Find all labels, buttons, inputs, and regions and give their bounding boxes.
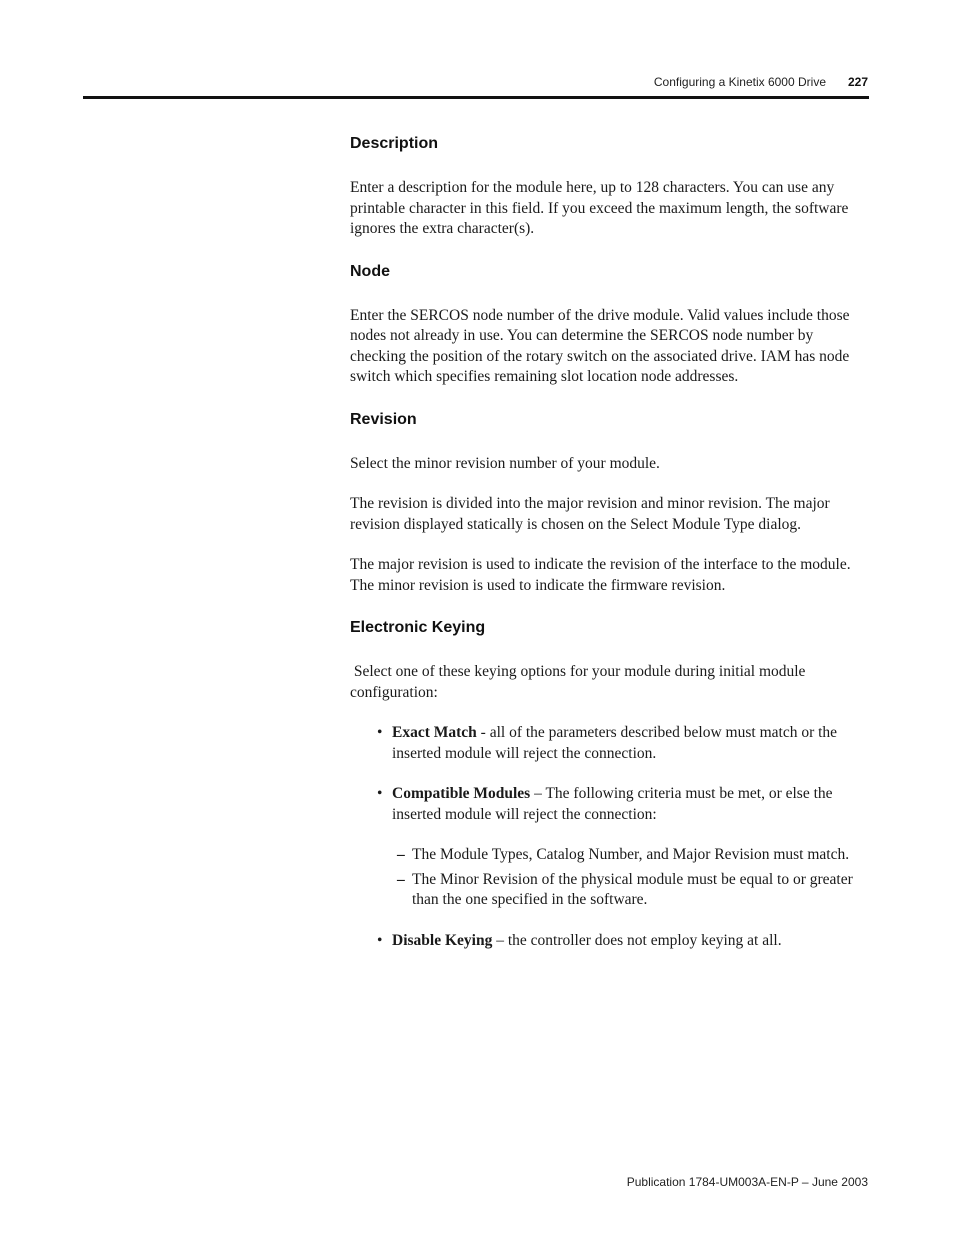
option-term: Exact Match (392, 724, 477, 741)
description-section (350, 134, 870, 240)
option-text: – The following criteria must be met, or else the inserted module will reject the connection: (392, 785, 833, 823)
criteria-text: The Module Types, Catalog Number, and Major Revision must match. (412, 846, 850, 863)
bullet-glyph: • (377, 931, 383, 949)
option-text: - all of the parameters described below must match or the inserted module will reject the connection. (392, 724, 838, 762)
dash-glyph: – (397, 846, 405, 863)
running-title: Configuring a Kinetix 6000 Drive (653, 75, 826, 89)
paragraph: Enter the SERCOS node number of the drive module. Valid values include those nodes not already in use. You can determine the SERCOS node number by checking the position of the rotary switch on the associated drive. IAM has node switch which specifies remaining slot location node addresses. (350, 306, 850, 385)
electronic-keying-section (350, 618, 870, 951)
page-header (0, 0, 954, 100)
header-rule (83, 96, 869, 99)
node-section (350, 262, 870, 388)
criteria-item (397, 845, 870, 866)
section-heading: Electronic Keying (350, 619, 486, 636)
dash-glyph: – (397, 870, 405, 888)
page-number: 227 (847, 75, 868, 89)
criteria-item (397, 870, 870, 911)
bullet-glyph: • (377, 724, 383, 741)
list-item-exact-match (377, 723, 870, 764)
option-term: Disable Keying (392, 931, 493, 949)
paragraph: Select one of these keying options for your module during initial module configuration: (350, 663, 810, 701)
section-heading: Description (350, 135, 439, 152)
section-heading: Revision (350, 410, 417, 428)
option-term: Compatible Modules (392, 785, 531, 802)
bullet-glyph: • (377, 785, 383, 802)
option-text: – the controller does not employ keying at all. (492, 931, 782, 949)
paragraph: Select the minor revision number of your module. (350, 454, 660, 472)
criteria-text: The Minor Revision of the physical module must be equal to or greater than the one specified in the software. (412, 870, 853, 908)
revision-section (350, 410, 870, 597)
paragraph: The revision is divided into the major revision and minor revision. The major revision displayed statically is chosen on the Select Module Type dialog. (350, 495, 830, 533)
paragraph: Enter a description for the module here, up to 128 characters. You can use any printable character in this field. If you exceed the maximum length, the software ignores the extra character(s). (350, 179, 849, 237)
criteria-list (392, 845, 870, 911)
list-item-disable-keying (377, 931, 870, 952)
section-heading: Node (350, 262, 390, 280)
list-item-compatible-modules (377, 784, 870, 911)
publication-footer: Publication 1784-UM003A-EN-P – June 2003 (626, 1175, 868, 1189)
main-content (350, 134, 870, 973)
paragraph: The major revision is used to indicate the revision of the interface to the module. The minor revision is used to indicate the firmware revision. (350, 556, 851, 594)
keying-options-list (350, 723, 870, 951)
